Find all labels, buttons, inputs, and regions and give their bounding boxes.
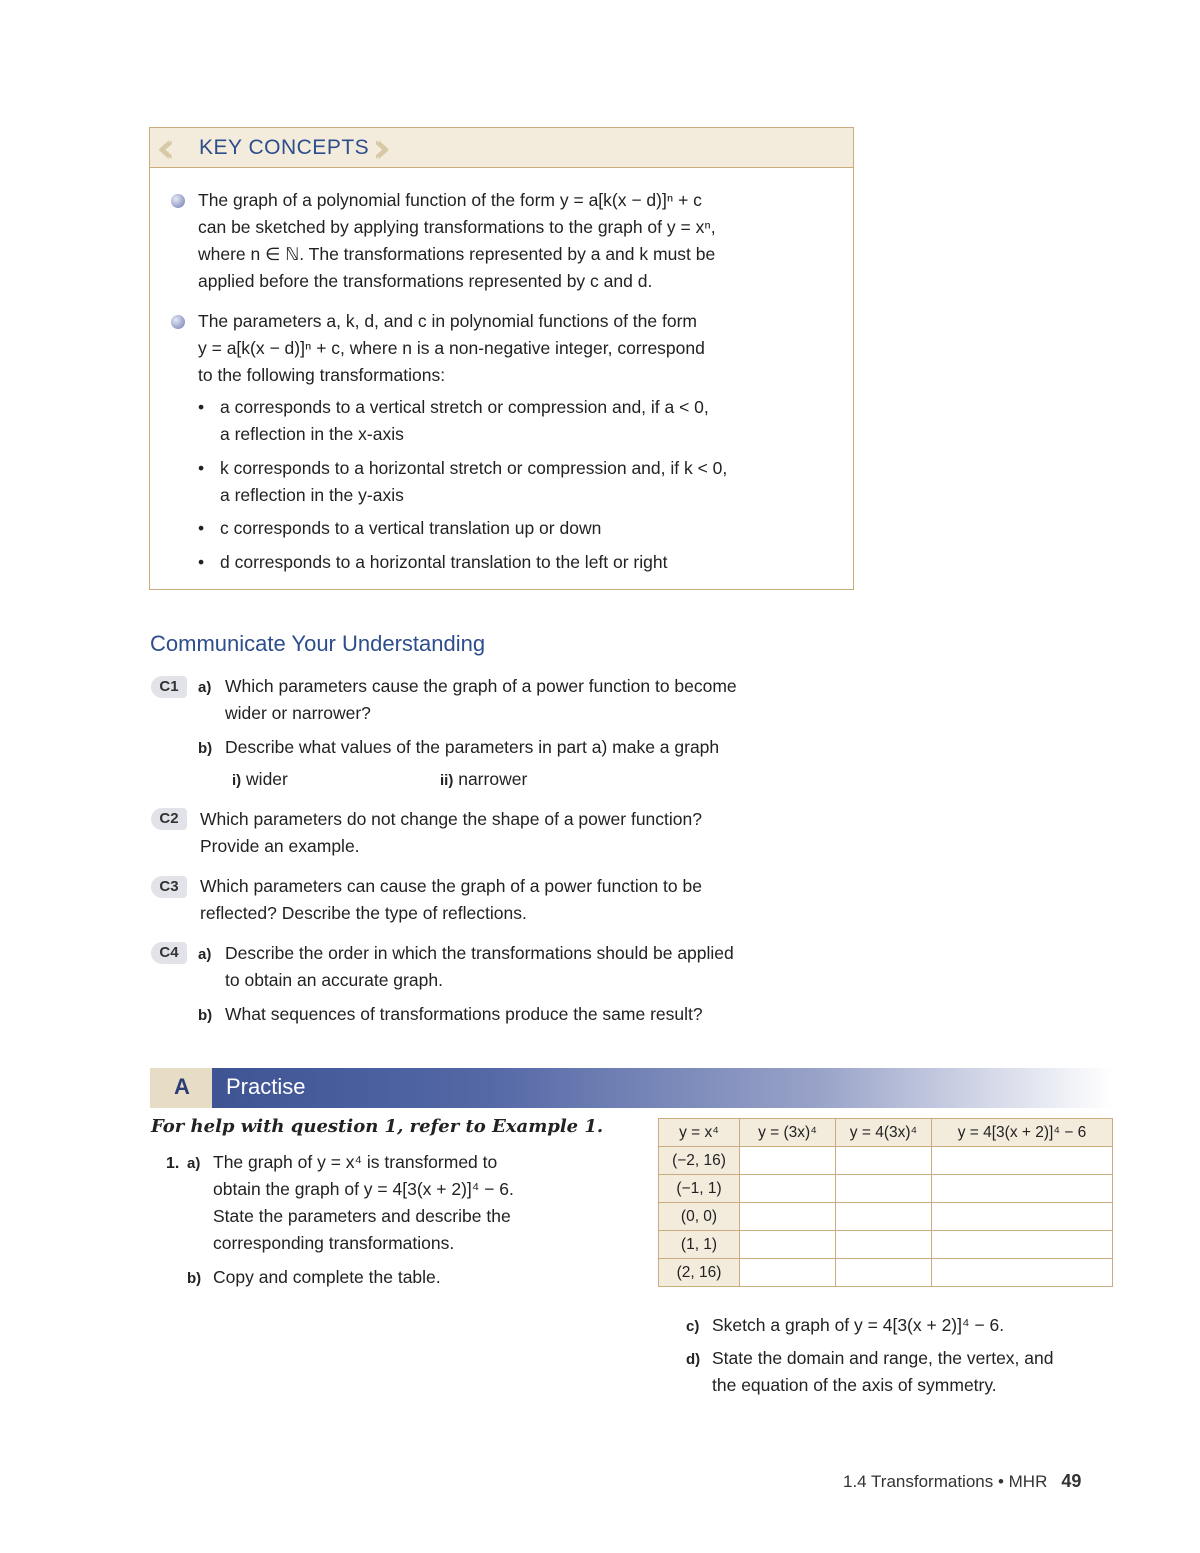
text-line: where n ∈ ℕ. The transformations represented by a and k must be [198,244,716,264]
bullet-icon: • [198,397,205,417]
table-cell-empty [836,1231,932,1259]
question-c3 [200,873,840,927]
text-line: Provide an example. [200,836,360,856]
part-label: b) [198,1007,213,1024]
table-cell-empty [932,1175,1113,1203]
text-line: to obtain an accurate graph. [225,970,443,990]
table-cell-empty [836,1259,932,1287]
table-cell-empty [836,1175,932,1203]
text-line: y = a[k(x − d)]ⁿ + c, where n is a non-negative integer, correspond [198,338,705,358]
table-row [659,1231,1113,1259]
table-row [659,1203,1113,1231]
question-c1b-i [232,766,288,794]
question-1a [213,1149,633,1257]
question-c1b: Describe what values of the parameters in part a) make a graph [225,737,720,757]
practise-title: Practise [226,1074,306,1099]
double-chevron-left-icon: ‹‹ [156,123,162,172]
bullet-dot-icon [171,315,185,329]
text-line: Which parameters can cause the graph of a power function to be [200,876,702,896]
bullet-icon: • [198,552,205,572]
table-cell-empty [740,1203,836,1231]
text-line: State the domain and range, the vertex, and [712,1348,1054,1368]
part-label: a) [198,946,212,963]
question-tag-c3: C3 [151,876,187,898]
part-label: c) [686,1318,700,1335]
key-concepts-title: KEY CONCEPTS [199,136,370,159]
table-header: y = 4[3(x + 2)]⁴ − 6 [932,1119,1113,1147]
question-1c-label [686,1312,699,1340]
question-tag-c2: C2 [151,808,187,830]
bullet-icon: • [198,458,205,478]
question-c1a-text [225,673,845,727]
question-1b: Copy and complete the table. [213,1267,441,1287]
text-line: the equation of the axis of symmetry. [712,1375,997,1395]
text-line: d corresponds to a horizontal translation to the left or right [220,552,668,572]
question-1a-label [187,1149,200,1177]
text-line: a corresponds to a vertical stretch or compression and, if a < 0, [220,397,709,417]
text-line: Which parameters cause the graph of a power function to become [225,676,737,696]
table-cell-empty [932,1231,1113,1259]
question-1b-label [187,1264,201,1292]
table-cell-empty [836,1147,932,1175]
part-label: b) [198,740,213,757]
part-label: b) [187,1270,202,1287]
part-label: i) [232,772,242,789]
text-line: obtain the graph of y = 4[3(x + 2)]⁴ − 6. [213,1179,514,1199]
table-row [659,1259,1113,1287]
practise-letter: A [174,1074,190,1099]
table-cell-empty [932,1259,1113,1287]
text-line: k corresponds to a horizontal stretch or compression and, if k < 0, [220,458,728,478]
text-line: Describe the order in which the transformations should be applied [225,943,734,963]
practise-letter-tab [150,1068,212,1108]
part-label: a) [198,679,212,696]
sub-bullet-k [200,455,830,509]
table-cell-empty [740,1231,836,1259]
table-header: y = 4(3x)⁴ [836,1119,932,1147]
text-line: corresponding transformations. [213,1233,455,1253]
text-line: a reflection in the y-axis [220,485,404,505]
page-footer [843,1471,1081,1492]
help-note: For help with question 1, refer to Example 1. [151,1116,604,1137]
part-label: d) [686,1351,701,1368]
text-line: c corresponds to a vertical translation up or down [220,518,602,538]
question-c1a [198,673,211,701]
table-cell-empty [740,1147,836,1175]
option-text: narrower [458,769,528,789]
table-header: y = x⁴ [659,1119,740,1147]
question-c1b-label [198,734,212,762]
table-header-row [659,1119,1113,1147]
question-number: 1. [166,1155,180,1172]
table-header: y = (3x)⁴ [740,1119,836,1147]
text-line: State the parameters and describe the [213,1206,511,1226]
page-number: 49 [1061,1471,1082,1491]
key-concepts-header [150,123,853,172]
bullet-dot-icon [171,194,185,208]
text-line: The parameters a, k, d, and c in polynomial functions of the form [198,311,697,331]
key-concept-paragraph-1 [198,187,838,295]
text-line: a reflection in the x-axis [220,424,404,444]
question-1d-label [686,1345,700,1373]
question-c1b-ii [440,766,527,794]
table-cell-empty [740,1175,836,1203]
question-1d [712,1345,1132,1399]
table-cell: (0, 0) [659,1203,740,1231]
sub-bullet-d [200,549,830,576]
text-line: wider or narrower? [225,703,371,723]
table-cell-empty [836,1203,932,1231]
text-line: The graph of y = x⁴ is transformed to [213,1152,498,1172]
question-1c: Sketch a graph of y = 4[3(x + 2)]⁴ − 6. [712,1315,1005,1335]
part-label: ii) [440,772,454,789]
question-c4a [225,940,845,994]
table-cell: (1, 1) [659,1231,740,1259]
table-row [659,1147,1113,1175]
option-text: wider [246,769,288,789]
double-chevron-right-icon: ›› [372,123,378,172]
question-1-number [166,1149,179,1177]
part-label: a) [187,1155,201,1172]
table-cell: (−1, 1) [659,1175,740,1203]
transformation-table [658,1118,1113,1287]
table-cell: (−2, 16) [659,1147,740,1175]
question-tag-c1: C1 [151,676,187,698]
table-cell-empty [740,1259,836,1287]
question-c4b: What sequences of transformations produce the same result? [225,1004,703,1024]
text-line: can be sketched by applying transformations to the graph of y = xⁿ, [198,217,716,237]
table-cell-empty [932,1203,1113,1231]
bullet-icon: • [198,518,205,538]
text-line: Which parameters do not change the shape of a power function? [200,809,702,829]
question-c4b-label [198,1001,212,1029]
question-tag-c4: C4 [151,942,187,964]
question-c4a-label [198,940,211,968]
footer-section: 1.4 Transformations • MHR [843,1472,1048,1491]
table-cell: (2, 16) [659,1259,740,1287]
question-c2 [200,806,840,860]
text-line: to the following transformations: [198,365,446,385]
practise-banner [150,1068,1112,1108]
key-concept-paragraph-2 [198,308,838,389]
text-line: reflected? Describe the type of reflections. [200,903,527,923]
sub-bullet-a [200,394,830,448]
text-line: The graph of a polynomial function of the form y = a[k(x − d)]ⁿ + c [198,190,702,210]
key-concepts-box [149,123,854,590]
text-line: applied before the transformations represented by c and d. [198,271,653,291]
section-title: Communicate Your Understanding [150,631,486,656]
table-row [659,1175,1113,1203]
table-cell-empty [932,1147,1113,1175]
sub-bullet-c [200,515,830,542]
